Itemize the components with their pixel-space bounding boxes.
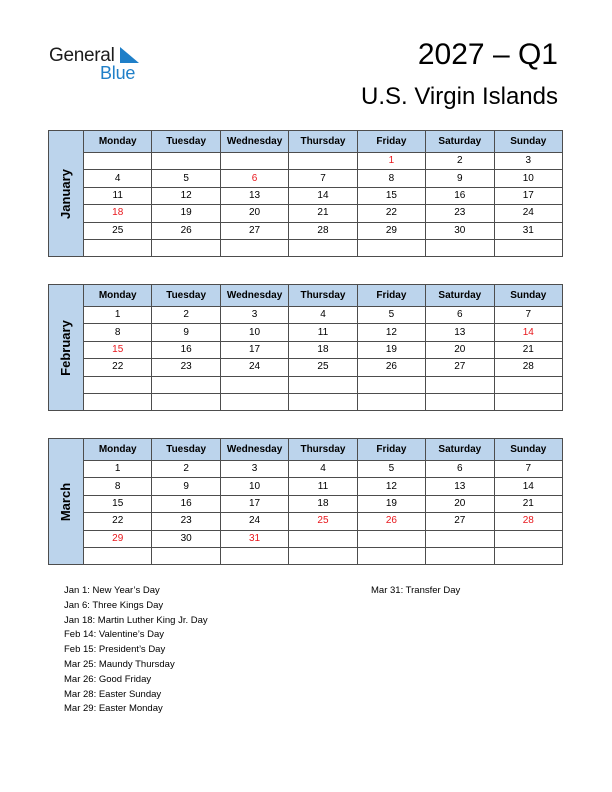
- weekday-header: Saturday: [426, 285, 494, 307]
- day-cell: [289, 239, 357, 256]
- day-cell: 10: [494, 170, 562, 187]
- holiday-note: Mar 29: Easter Monday: [64, 703, 163, 715]
- weekday-header: Friday: [357, 439, 425, 461]
- day-cell: [357, 393, 425, 410]
- weekday-header: Tuesday: [152, 285, 220, 307]
- month-table: [48, 284, 563, 411]
- day-cell: [357, 547, 425, 564]
- day-cell: [426, 376, 494, 393]
- day-cell: 17: [220, 495, 288, 512]
- day-cell: 27: [426, 359, 494, 376]
- day-cell: 14: [494, 478, 562, 495]
- weekday-header: Wednesday: [220, 285, 288, 307]
- holiday-note: Feb 14: Valentine’s Day: [64, 629, 164, 641]
- month-name: March: [58, 482, 73, 521]
- holiday-note: Jan 18: Martin Luther King Jr. Day: [64, 614, 208, 626]
- day-cell: 4: [289, 461, 357, 478]
- weekday-header: Thursday: [289, 439, 357, 461]
- day-cell: 3: [220, 461, 288, 478]
- day-cell: 19: [357, 341, 425, 358]
- day-cell: 20: [426, 341, 494, 358]
- week-row: [49, 307, 563, 324]
- day-cell: 21: [494, 495, 562, 512]
- week-row: [49, 530, 563, 547]
- day-cell: 8: [357, 170, 425, 187]
- day-cell: 28: [289, 222, 357, 239]
- day-cell: 19: [152, 205, 220, 222]
- day-cell: 8: [84, 324, 152, 341]
- day-cell: 15: [84, 341, 152, 358]
- day-cell: 1: [84, 307, 152, 324]
- day-cell: [357, 530, 425, 547]
- day-cell: 7: [289, 170, 357, 187]
- day-cell: 23: [426, 205, 494, 222]
- day-cell: 16: [426, 187, 494, 204]
- day-cell: 25: [84, 222, 152, 239]
- weekday-header: Wednesday: [220, 439, 288, 461]
- day-cell: 22: [84, 513, 152, 530]
- day-cell: 30: [152, 530, 220, 547]
- day-cell: 5: [357, 307, 425, 324]
- holiday-note: Mar 28: Easter Sunday: [64, 688, 162, 700]
- day-cell: 29: [84, 530, 152, 547]
- weekday-header: Sunday: [494, 131, 562, 153]
- day-cell: 26: [357, 359, 425, 376]
- page-subtitle: U.S. Virgin Islands: [361, 83, 558, 110]
- day-cell: [357, 239, 425, 256]
- day-cell: 20: [220, 205, 288, 222]
- day-cell: 24: [220, 513, 288, 530]
- holiday-note: Mar 25: Maundy Thursday: [64, 658, 175, 670]
- page-title: 2027 – Q1: [417, 38, 558, 71]
- weekday-header: Monday: [84, 285, 152, 307]
- day-cell: 28: [494, 513, 562, 530]
- day-cell: 2: [152, 307, 220, 324]
- day-cell: 24: [220, 359, 288, 376]
- day-cell: [289, 153, 357, 170]
- logo-blue-text: Blue: [100, 63, 136, 83]
- day-cell: 10: [220, 324, 288, 341]
- logo-triangle-icon: [120, 47, 140, 63]
- weekday-header-row: [49, 285, 563, 307]
- day-cell: [220, 393, 288, 410]
- day-cell: [152, 547, 220, 564]
- day-cell: 21: [494, 341, 562, 358]
- day-cell: 27: [220, 222, 288, 239]
- weekday-header: Tuesday: [152, 439, 220, 461]
- weekday-header: Saturday: [426, 439, 494, 461]
- day-cell: 18: [289, 495, 357, 512]
- day-cell: [152, 153, 220, 170]
- day-cell: 25: [289, 359, 357, 376]
- day-cell: 2: [152, 461, 220, 478]
- day-cell: [426, 547, 494, 564]
- day-cell: 29: [357, 222, 425, 239]
- month-label-cell: [49, 131, 84, 257]
- day-cell: [152, 239, 220, 256]
- holiday-notes-right: [371, 584, 460, 599]
- day-cell: 7: [494, 307, 562, 324]
- week-row: [49, 324, 563, 341]
- day-cell: 9: [426, 170, 494, 187]
- day-cell: [289, 547, 357, 564]
- day-cell: 17: [220, 341, 288, 358]
- day-cell: 9: [152, 478, 220, 495]
- day-cell: [152, 393, 220, 410]
- day-cell: 22: [357, 205, 425, 222]
- day-cell: 13: [426, 324, 494, 341]
- day-cell: [84, 393, 152, 410]
- day-cell: 4: [84, 170, 152, 187]
- day-cell: 16: [152, 341, 220, 358]
- day-cell: 28: [494, 359, 562, 376]
- month-table: [48, 438, 563, 565]
- day-cell: 11: [289, 324, 357, 341]
- week-row: [49, 222, 563, 239]
- weekday-header: Monday: [84, 131, 152, 153]
- day-cell: 5: [357, 461, 425, 478]
- day-cell: 9: [152, 324, 220, 341]
- day-cell: [220, 239, 288, 256]
- weekday-header: Friday: [357, 285, 425, 307]
- weekday-header: Thursday: [289, 131, 357, 153]
- weekday-header: Thursday: [289, 285, 357, 307]
- day-cell: 1: [84, 461, 152, 478]
- month-table: [48, 130, 563, 257]
- day-cell: 31: [494, 222, 562, 239]
- day-cell: 1: [357, 153, 425, 170]
- day-cell: 15: [357, 187, 425, 204]
- day-cell: 13: [426, 478, 494, 495]
- day-cell: 12: [152, 187, 220, 204]
- day-cell: 19: [357, 495, 425, 512]
- week-row: [49, 187, 563, 204]
- day-cell: [494, 239, 562, 256]
- day-cell: 7: [494, 461, 562, 478]
- day-cell: 23: [152, 513, 220, 530]
- day-cell: 30: [426, 222, 494, 239]
- weekday-header-row: [49, 439, 563, 461]
- day-cell: 3: [494, 153, 562, 170]
- day-cell: 6: [426, 307, 494, 324]
- holiday-note: Mar 26: Good Friday: [64, 673, 152, 685]
- day-cell: 12: [357, 478, 425, 495]
- week-row: [49, 461, 563, 478]
- weekday-header: Friday: [357, 131, 425, 153]
- logo-general-text: General: [49, 45, 115, 66]
- day-cell: 3: [220, 307, 288, 324]
- day-cell: 8: [84, 478, 152, 495]
- day-cell: 15: [84, 495, 152, 512]
- day-cell: 14: [289, 187, 357, 204]
- day-cell: 10: [220, 478, 288, 495]
- holiday-note: Jan 6: Three Kings Day: [64, 599, 164, 611]
- calendar-march: [48, 438, 563, 565]
- day-cell: 21: [289, 205, 357, 222]
- day-cell: 16: [152, 495, 220, 512]
- day-cell: [84, 547, 152, 564]
- day-cell: 6: [220, 170, 288, 187]
- month-name: February: [58, 319, 73, 376]
- day-cell: [494, 530, 562, 547]
- holiday-note: Feb 15: President’s Day: [64, 644, 166, 656]
- week-row: [49, 513, 563, 530]
- weekday-header: Sunday: [494, 439, 562, 461]
- day-cell: [152, 376, 220, 393]
- weekday-header: Monday: [84, 439, 152, 461]
- weekday-header: Saturday: [426, 131, 494, 153]
- day-cell: 22: [84, 359, 152, 376]
- day-cell: [426, 530, 494, 547]
- day-cell: [494, 547, 562, 564]
- week-row: [49, 547, 563, 564]
- month-label-cell: [49, 439, 84, 565]
- weekday-header: Sunday: [494, 285, 562, 307]
- day-cell: 18: [84, 205, 152, 222]
- week-row: [49, 153, 563, 170]
- day-cell: [494, 376, 562, 393]
- week-row: [49, 478, 563, 495]
- week-row: [49, 239, 563, 256]
- weekday-header: Wednesday: [220, 131, 288, 153]
- day-cell: 24: [494, 205, 562, 222]
- day-cell: [84, 239, 152, 256]
- week-row: [49, 170, 563, 187]
- week-row: [49, 205, 563, 222]
- week-row: [49, 495, 563, 512]
- day-cell: [220, 153, 288, 170]
- calendar-february: [48, 284, 563, 411]
- day-cell: 11: [289, 478, 357, 495]
- day-cell: 26: [357, 513, 425, 530]
- day-cell: 18: [289, 341, 357, 358]
- holiday-note: Jan 1: New Year’s Day: [64, 585, 160, 596]
- day-cell: 14: [494, 324, 562, 341]
- weekday-header: Tuesday: [152, 131, 220, 153]
- day-cell: [220, 376, 288, 393]
- generalblue-logo: [49, 45, 149, 85]
- day-cell: [426, 393, 494, 410]
- day-cell: 27: [426, 513, 494, 530]
- month-label-cell: [49, 285, 84, 411]
- day-cell: [289, 393, 357, 410]
- day-cell: 5: [152, 170, 220, 187]
- week-row: [49, 376, 563, 393]
- day-cell: [357, 376, 425, 393]
- month-name: January: [58, 168, 73, 219]
- day-cell: [84, 153, 152, 170]
- week-row: [49, 341, 563, 358]
- weekday-header-row: [49, 131, 563, 153]
- day-cell: 4: [289, 307, 357, 324]
- day-cell: 26: [152, 222, 220, 239]
- day-cell: 12: [357, 324, 425, 341]
- day-cell: [494, 393, 562, 410]
- day-cell: [289, 376, 357, 393]
- day-cell: 23: [152, 359, 220, 376]
- holiday-notes-left: [64, 584, 208, 717]
- week-row: [49, 393, 563, 410]
- day-cell: 20: [426, 495, 494, 512]
- day-cell: [289, 530, 357, 547]
- day-cell: [220, 547, 288, 564]
- day-cell: [84, 376, 152, 393]
- holiday-note: Mar 31: Transfer Day: [371, 585, 461, 596]
- day-cell: 25: [289, 513, 357, 530]
- day-cell: 6: [426, 461, 494, 478]
- day-cell: [426, 239, 494, 256]
- day-cell: 13: [220, 187, 288, 204]
- day-cell: 11: [84, 187, 152, 204]
- day-cell: 31: [220, 530, 288, 547]
- day-cell: 17: [494, 187, 562, 204]
- week-row: [49, 359, 563, 376]
- calendar-january: [48, 130, 563, 257]
- day-cell: 2: [426, 153, 494, 170]
